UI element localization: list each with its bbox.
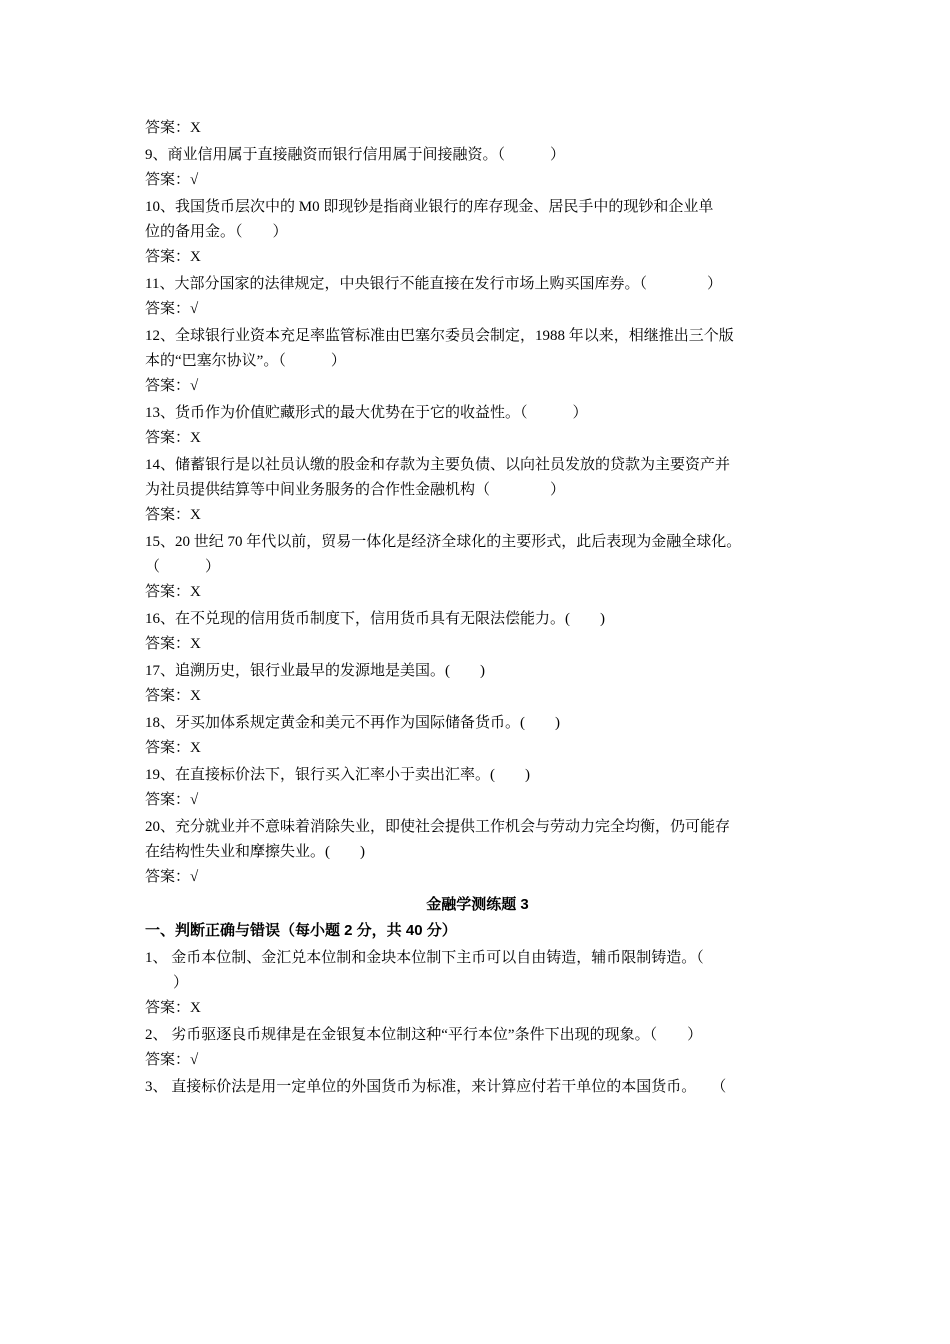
answer-line: 答案：√ bbox=[145, 1052, 199, 1068]
question-line: 10、我国货币层次中的 M0 即现钞是指商业银行的库存现金、居民手中的现钞和企业单 bbox=[145, 199, 714, 215]
answer-line: 答案：√ bbox=[145, 301, 199, 317]
question-continuation: 位的备用金。（ ） bbox=[145, 224, 288, 240]
question-line: 15、20 世纪 70 年代以前，贸易一体化是经济全球化的主要形式，此后表现为金融全球化。 bbox=[145, 534, 742, 550]
question-line: 18、牙买加体系规定黄金和美元不再作为国际储备货币。( ) bbox=[145, 715, 560, 731]
question-line: 11、大部分国家的法律规定，中央银行不能直接在发行市场上购买国库券。（ ） bbox=[145, 276, 722, 292]
question-line: 2、 劣币驱逐良币规律是在金银复本位制这种“平行本位”条件下出现的现象。（ ） bbox=[145, 1027, 703, 1043]
question-continuation: 为社员提供结算等中间业务服务的合作性金融机构（ ） bbox=[145, 482, 566, 498]
question-line: 12、全球银行业资本充足率监管标准由巴塞尔委员会制定，1988 年以来，相继推出三个版 bbox=[145, 328, 734, 344]
question-line: 3、 直接标价法是用一定单位的外国货币为标准，来计算应付若干单位的本国货币。 （ bbox=[145, 1079, 727, 1095]
answer-line: 答案：X bbox=[145, 120, 201, 136]
answer-line: 答案：√ bbox=[145, 378, 199, 394]
answer-line: 答案：X bbox=[145, 584, 201, 600]
question-line: 13、货币作为价值贮藏形式的最大优势在于它的收益性。（ ） bbox=[145, 405, 588, 421]
answer-line: 答案：X bbox=[145, 430, 201, 446]
answer-line: 答案：√ bbox=[145, 792, 199, 808]
question-continuation: 本的“巴塞尔协议”。（ ） bbox=[145, 353, 346, 369]
question-line: 1、 金币本位制、金汇兑本位制和金块本位制下主币可以自由铸造，辅币限制铸造。（ bbox=[145, 950, 704, 966]
answer-line: 答案：X bbox=[145, 688, 201, 704]
question-line: 17、追溯历史，银行业最早的发源地是美国。( ) bbox=[145, 663, 485, 679]
question-line: 9、商业信用属于直接融资而银行信用属于间接融资。（ ） bbox=[145, 147, 566, 163]
question-line: 16、在不兑现的信用货币制度下，信用货币具有无限法偿能力。( ) bbox=[145, 611, 605, 627]
question-continuation: （ ） bbox=[145, 559, 221, 575]
answer-line: 答案：X bbox=[145, 636, 201, 652]
question-line: 19、在直接标价法下，银行买入汇率小于卖出汇率。( ) bbox=[145, 767, 530, 783]
answer-line: 答案：√ bbox=[145, 869, 199, 885]
answer-line: 答案：X bbox=[145, 249, 201, 265]
question-continuation: 在结构性失业和摩擦失业。( ) bbox=[145, 844, 365, 860]
question-line: 14、储蓄银行是以社员认缴的股金和存款为主要负债、以向社员发放的贷款为主要资产并 bbox=[145, 457, 731, 473]
answer-line: 答案：√ bbox=[145, 172, 199, 188]
question-continuation: ） bbox=[173, 975, 189, 991]
answer-line: 答案：X bbox=[145, 1000, 201, 1016]
question-line: 20、充分就业并不意味着消除失业，即使社会提供工作机会与劳动力完全均衡，仍可能存 bbox=[145, 819, 731, 835]
answer-line: 答案：X bbox=[145, 740, 201, 756]
section-heading: 一、判断正确与错误（每小题 2 分，共 40 分） bbox=[145, 922, 457, 939]
exam-title: 金融学测练题 3 bbox=[426, 896, 529, 913]
answer-line: 答案：X bbox=[145, 507, 201, 523]
document-body bbox=[145, 116, 810, 1100]
